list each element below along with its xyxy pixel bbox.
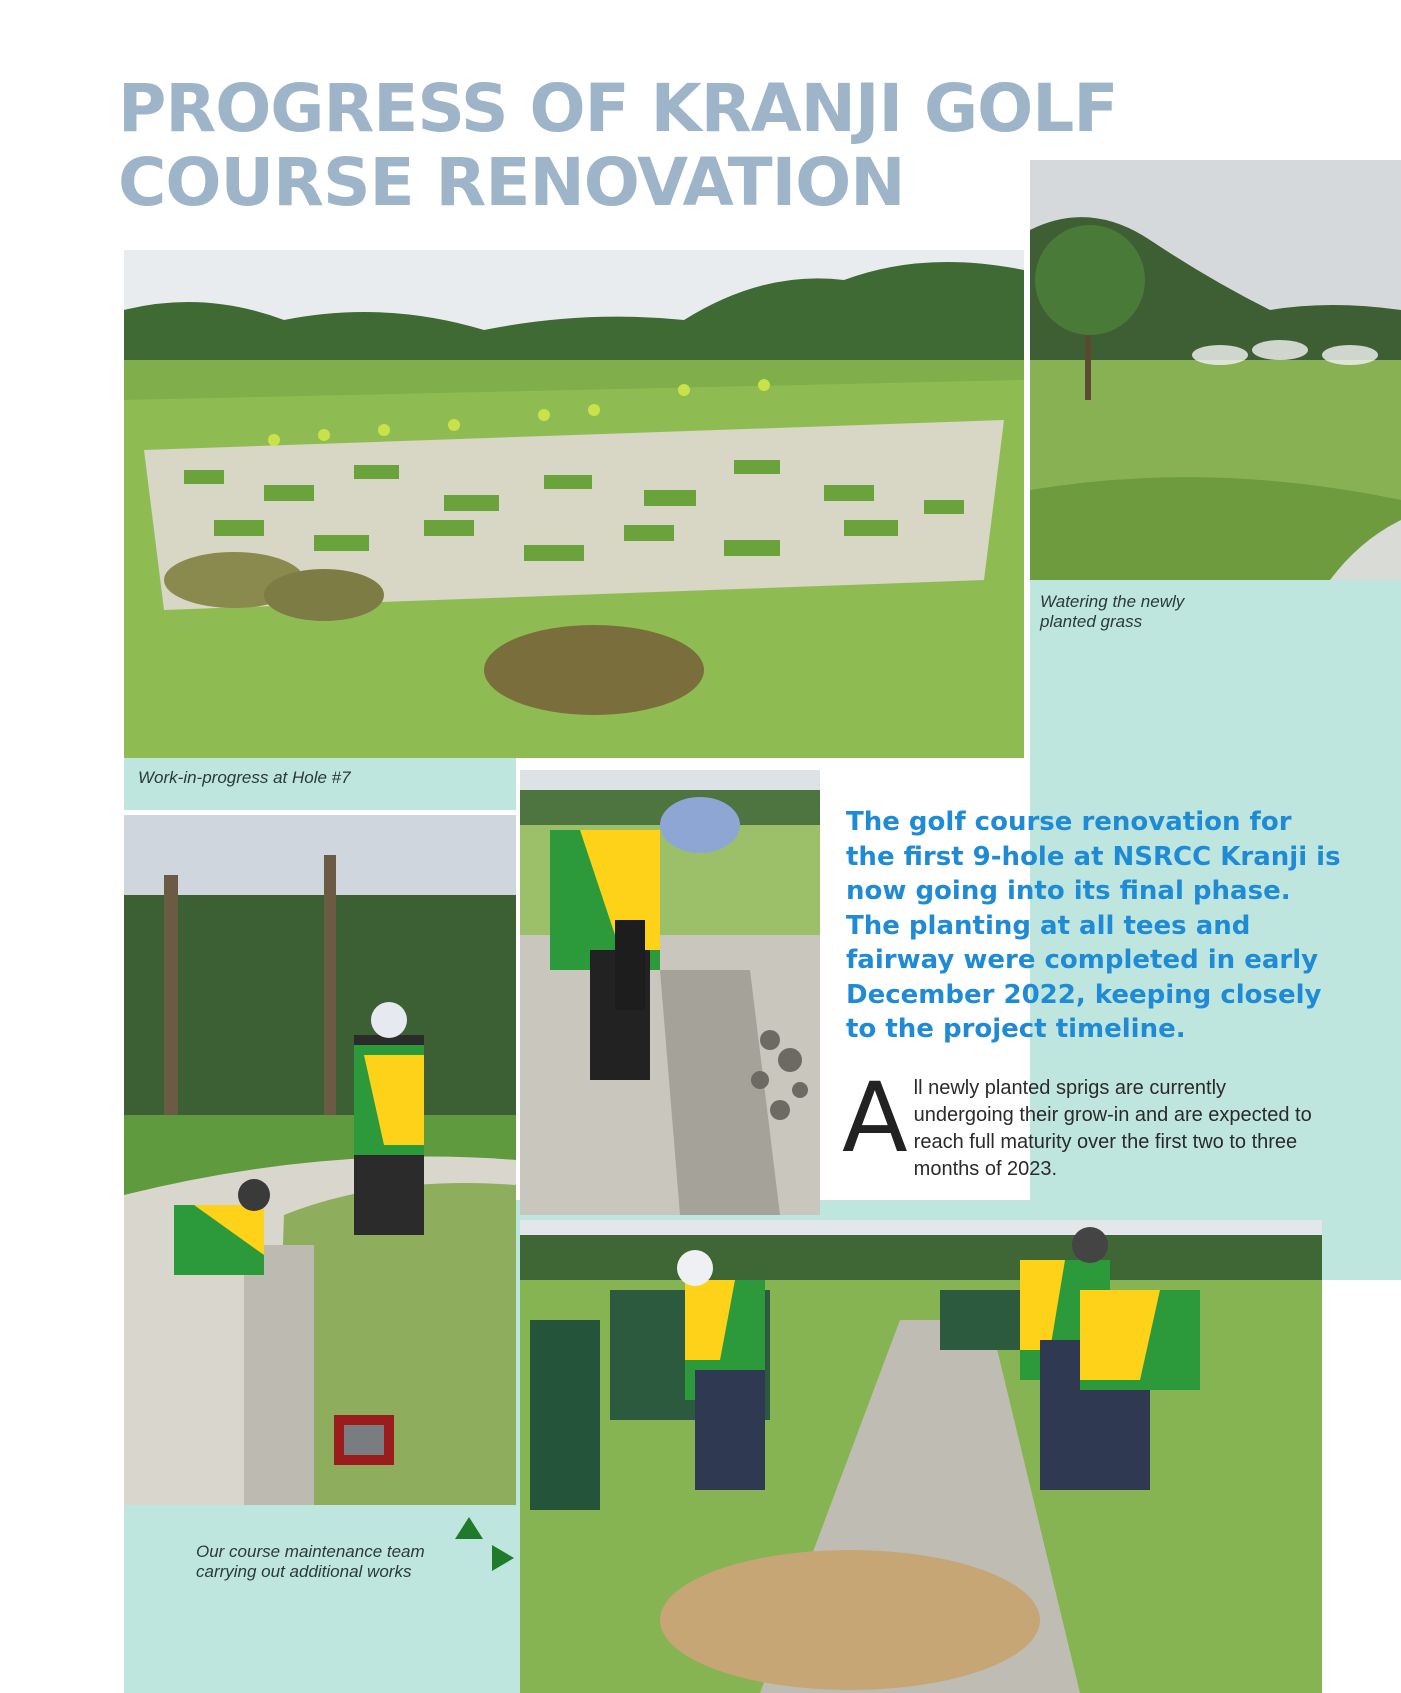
photo-sand-shovelling	[520, 1220, 1322, 1693]
drop-cap: A	[842, 1062, 908, 1174]
caption-watering-line-1: Watering the newly	[1040, 592, 1185, 611]
body-paragraph	[842, 1062, 1312, 1183]
title-line-2: COURSE RENOVATION	[118, 144, 905, 221]
body-text: ll newly planted sprigs are currently undergoing their grow-in and are expected to reach full maturity over the first two to three months of 2023.	[913, 1077, 1312, 1180]
caption-hole7: Work-in-progress at Hole #7	[138, 768, 351, 787]
caption-watering	[1040, 592, 1340, 632]
caption-team-line-2: carrying out additional works	[196, 1562, 412, 1581]
caption-watering-line-2: planted grass	[1040, 612, 1143, 631]
photo-hole7-turfing	[124, 250, 1024, 758]
photo-jackhammer	[520, 770, 820, 1215]
caption-team-line-1: Our course maintenance team	[196, 1542, 425, 1561]
triangle-up-icon	[455, 1517, 483, 1539]
caption-team	[196, 1542, 496, 1582]
page-title	[118, 72, 1117, 220]
lead-paragraph: The golf course renovation for the first 9-hole at NSRCC Kranji is now going into its final phase. The planting at all tees and fairway were completed in early December 2022, keeping closely to the project timeline.	[846, 807, 1341, 1044]
title-line-1: PROGRESS OF KRANJI GOLF	[118, 70, 1118, 147]
photo-watering-grass	[1030, 160, 1401, 580]
photo-curb-repair	[124, 815, 516, 1505]
